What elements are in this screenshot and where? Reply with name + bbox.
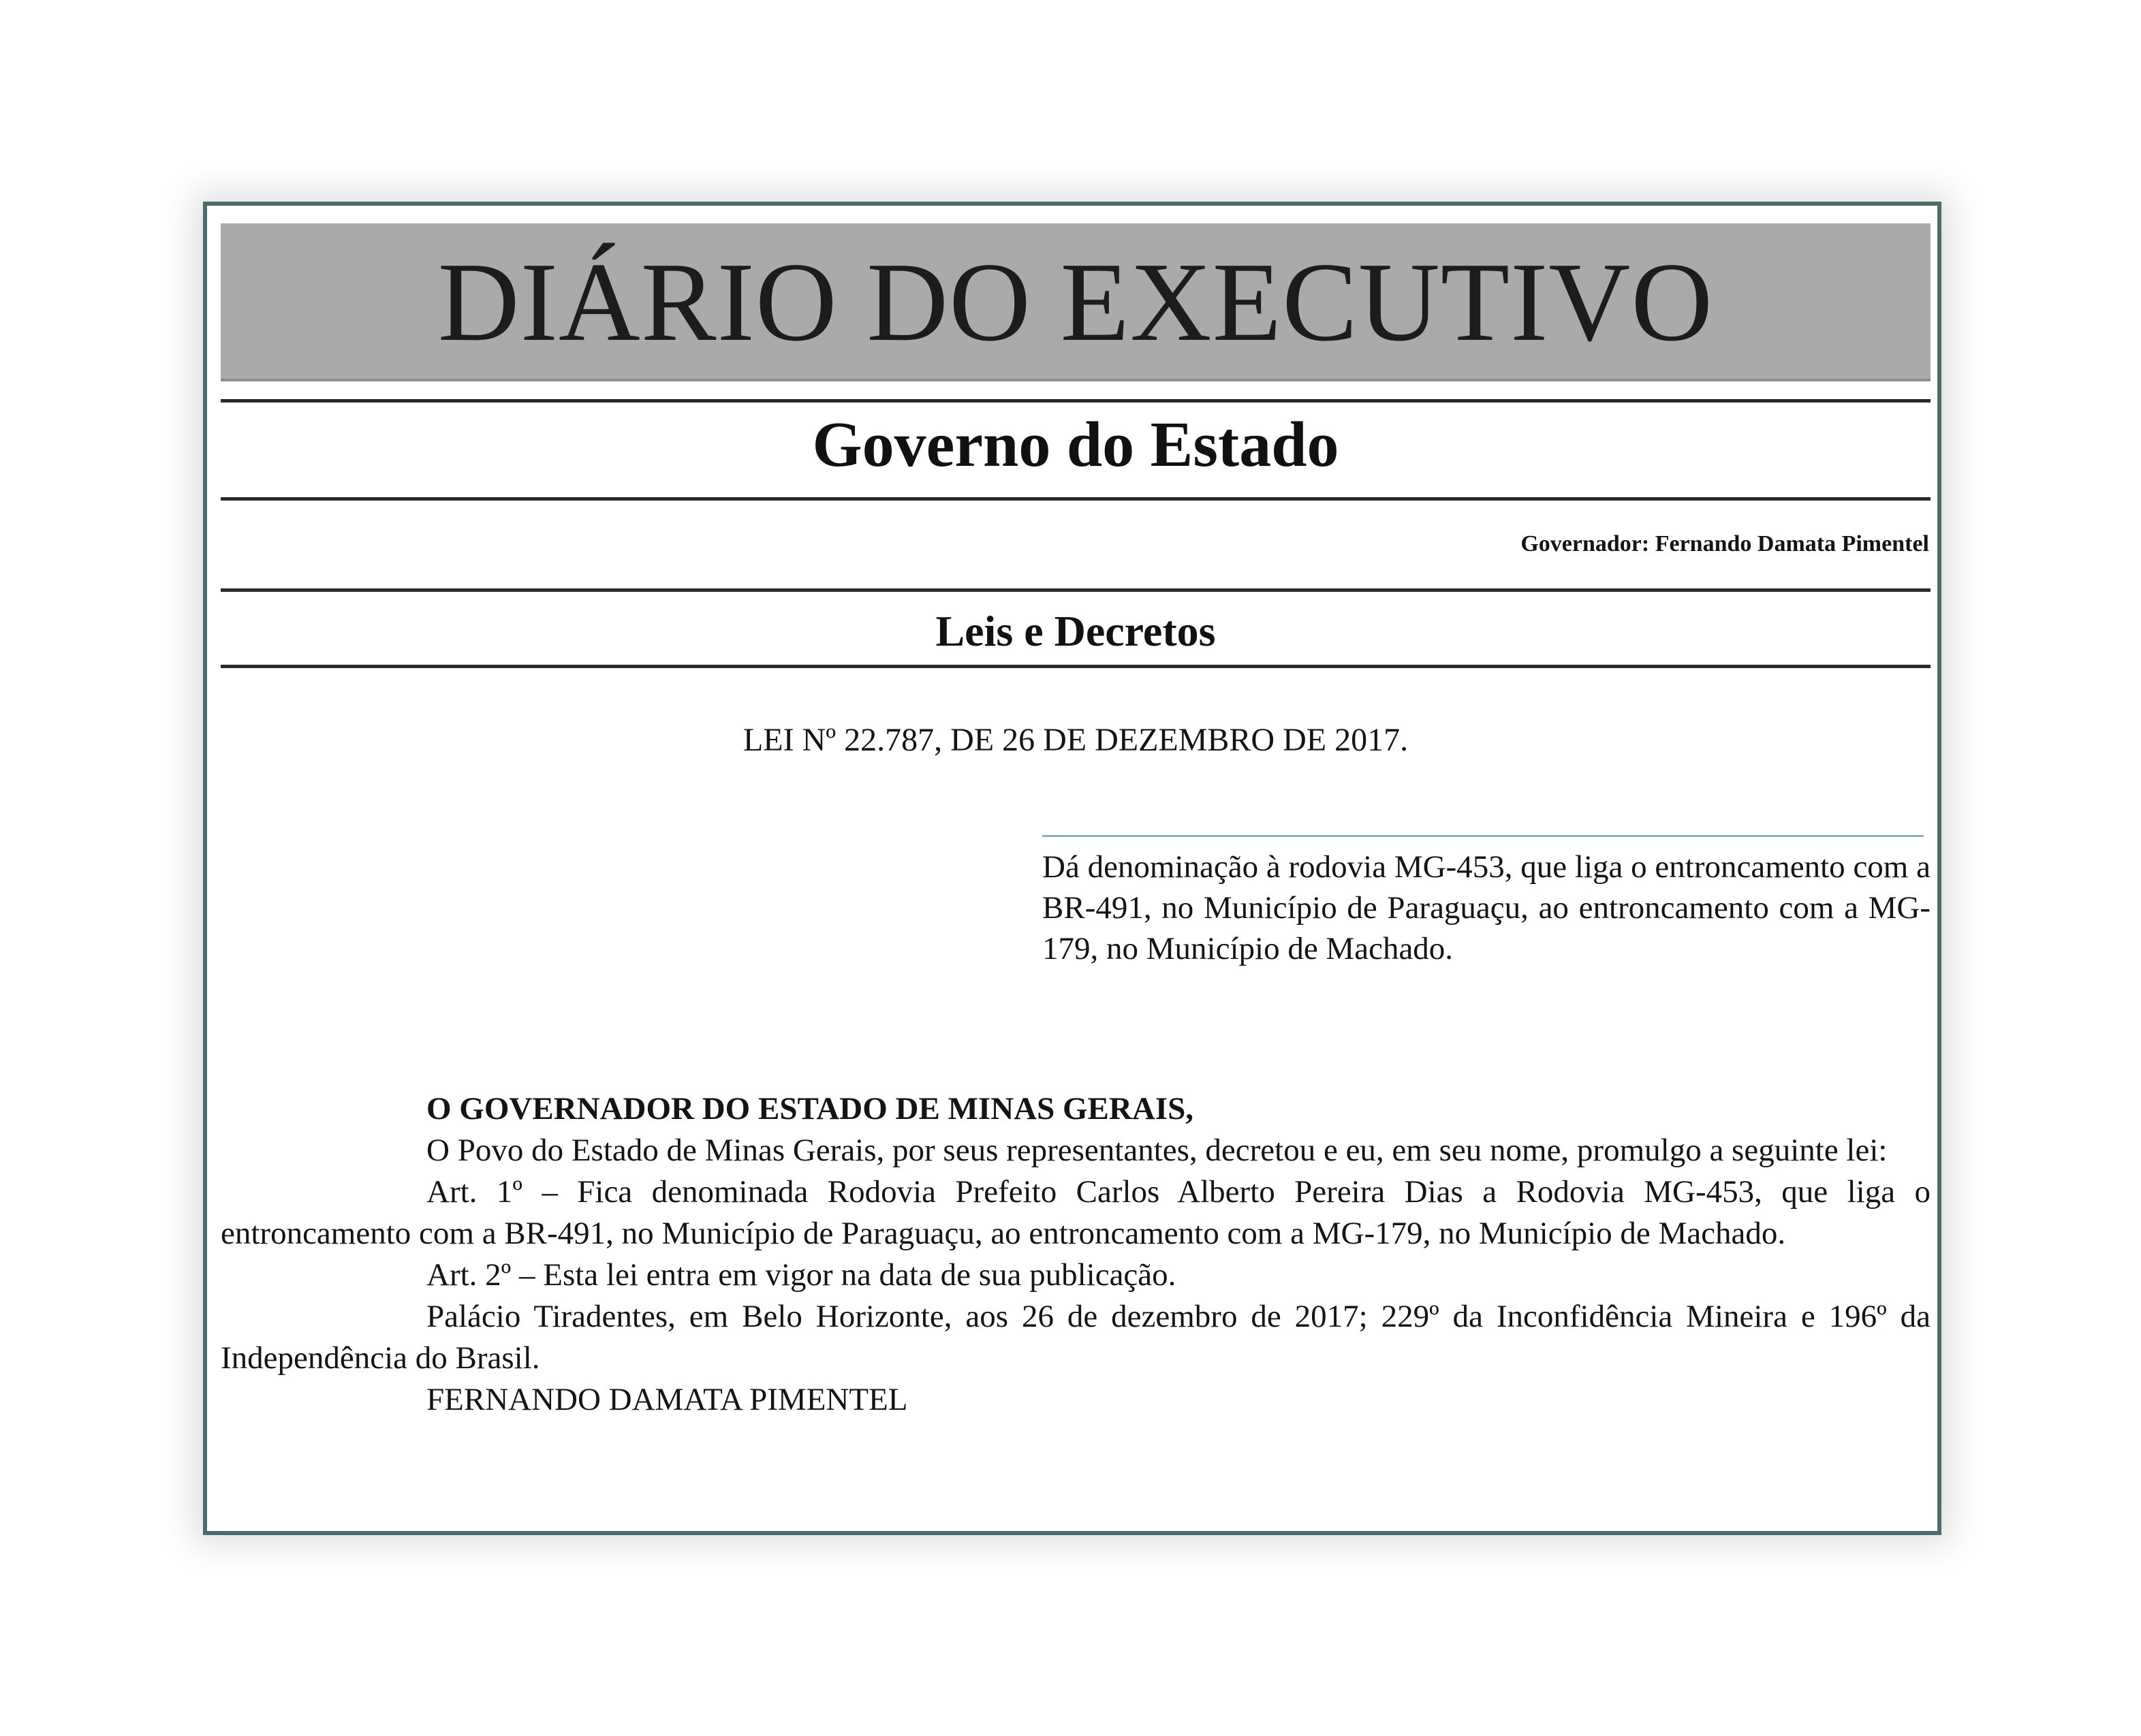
article-1 bbox=[221, 1171, 1931, 1254]
signature: FERNANDO DAMATA PIMENTEL bbox=[426, 1382, 908, 1417]
preamble-text: O Povo do Estado de Minas Gerais, por seus representantes, decretou e eu, em seu nome, promulgo a seguinte lei: bbox=[426, 1133, 1888, 1168]
ementa-rule bbox=[1042, 835, 1924, 837]
rule-below-category bbox=[221, 665, 1931, 668]
masthead-banner bbox=[221, 223, 1931, 381]
document-frame bbox=[203, 202, 1941, 1535]
article-2 bbox=[221, 1254, 1931, 1296]
law-number: LEI Nº 22.787, DE 26 DE DEZEMBRO DE 2017. bbox=[743, 722, 1409, 758]
article-2-text: Esta lei entra em vigor na data de sua publicação. bbox=[535, 1257, 1176, 1293]
closing-text: Palácio Tiradentes, em Belo Horizonte, aos 26 de dezembro de 2017; 229º da Inconfidência Mineira e 196º da Independência do Brasil. bbox=[221, 1299, 1931, 1376]
rule-above-category bbox=[221, 588, 1931, 592]
masthead-title: DIÁRIO DO EXECUTIVO bbox=[437, 239, 1714, 364]
article-2-label: Art. 2º – bbox=[426, 1257, 535, 1293]
category-title: Leis e Decretos bbox=[935, 607, 1216, 655]
preamble-heading: O GOVERNADOR DO ESTADO DE MINAS GERAIS, bbox=[426, 1091, 1193, 1126]
article-1-text: Fica denominada Rodovia Prefeito Carlos Alberto Pereira Dias a Rodovia MG-453, que liga o entroncamento com a BR-491, no Município de Paraguaçu, ao entroncamento com a MG-179, no Município de Machado. bbox=[221, 1174, 1931, 1251]
law-ementa: Dá denominação à rodovia MG-453, que liga o entroncamento com a BR-491, no Município de Paraguaçu, ao entroncamento com a MG-179, no Município de Machado. bbox=[1042, 849, 1931, 966]
government-title: Governo do Estado bbox=[812, 409, 1339, 480]
article-1-label: Art. 1º – bbox=[426, 1174, 558, 1210]
governor-line: Governador: Fernando Damata Pimentel bbox=[1520, 531, 1929, 556]
law-body bbox=[221, 1088, 1931, 1421]
rule-top bbox=[221, 399, 1931, 403]
gazette-page bbox=[221, 223, 1931, 1517]
rule-under-government bbox=[221, 497, 1931, 501]
